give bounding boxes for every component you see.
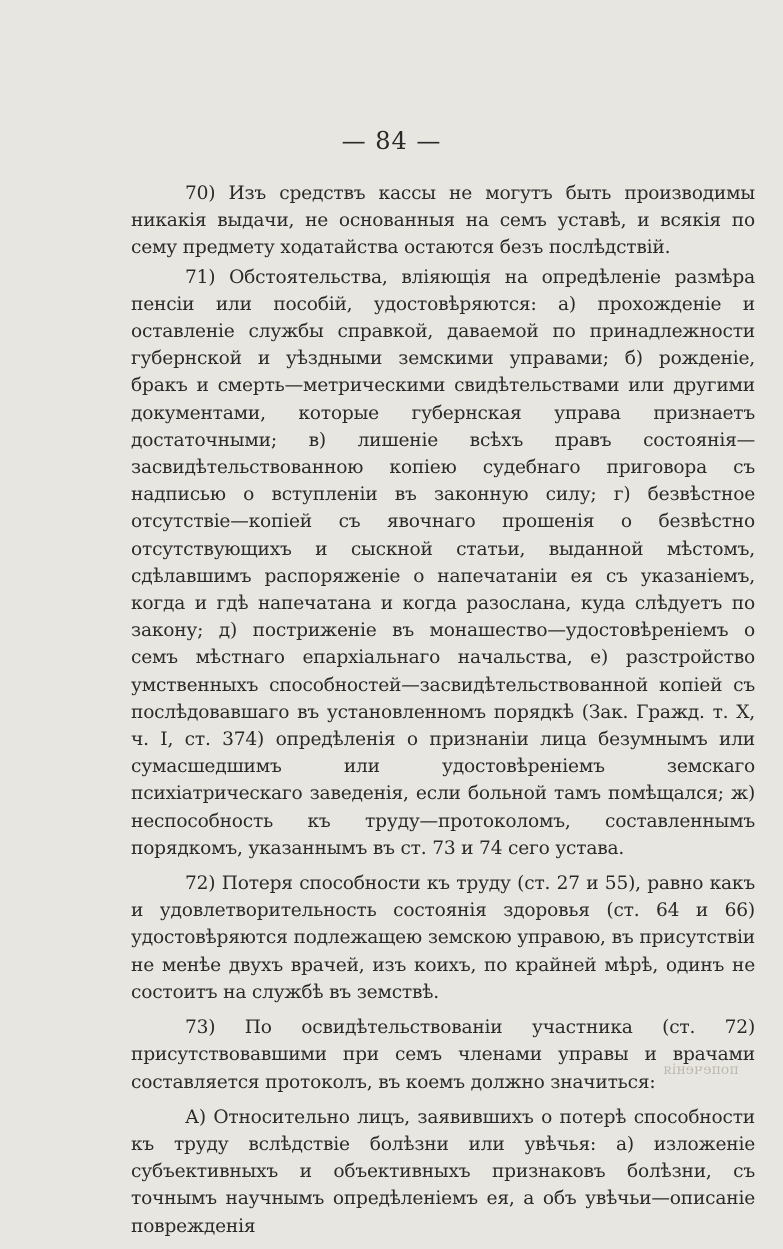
- bleed-through-text: попеченія: [663, 1062, 739, 1078]
- paragraph-73: 73) По освидѣтельствованіи участника (ст. 72) присутствовавшими при семъ членами управы и врачами составляется протоколъ, въ коемъ должно значиться:: [131, 1017, 755, 1093]
- paragraph-70: 70) Изъ средствъ кассы не могутъ быть производимы никакія выдачи, не основанныя на семъ уставѣ, и всякія по сему предмету ходатайства остаются безъ послѣдствій.: [131, 183, 755, 259]
- page-number: — 84 —: [341, 127, 442, 155]
- paragraph-73-a: А) Относительно лицъ, заявившихъ о потерѣ способности къ труду вслѣдствіе болѣзни или увѣчья: а) изложеніе субъективныхъ и объективныхъ признаковъ болѣзни, съ точнымъ научнымъ опредѣленіемъ ея, а объ увѣчьи—описаніе поврежденія: [131, 1106, 755, 1237]
- paragraph-72: 72) Потеря способности къ труду (ст. 27 и 55), равно какъ и удовлетворительность состоянія здоровья (ст. 64 и 66) удостовѣряются подлежащею земскою управою, въ присутствіи не менѣе двухъ врачей, изъ коихъ, по крайней мѣрѣ, одинъ не состоитъ на службѣ въ земствѣ.: [131, 873, 755, 1003]
- paragraph-71: 71) Обстоятельства, вліяющія на опредѣленіе размѣра пенсіи или пособій, удостовѣряются: а) прохожденіе и оставленіе службы справкой, даваемой по принадлежности губернской и уѣздными земскими управами; б) рожденіе, бракъ и смерть—метрическими свидѣтельствами или другими документами, которые губернская управа признаетъ достаточными; в) лишеніе всѣхъ правъ состоянія—засвидѣтельствованною копіею судебнаго приговора съ надписью о вступленіи въ законную силу; г) безвѣстное отсутствіе—копіей съ явочнаго прошенія о безвѣстно отсутствующихъ и сыскной статьи, выданной мѣстомъ, сдѣлавшимъ распоряженіе о напечатаніи ея съ указаніемъ, когда и гдѣ напечатана и когда разослана, куда слѣдуетъ по закону; д) постриженіе въ монашество—удостовѣреніемъ о семъ мѣстнаго епархіальнаго начальства, е) разстройство умственныхъ способностей—засвидѣтельствованной копіей съ послѣдовавшаго въ установленномъ порядкѣ (Зак. Гражд. т. X, ч. I, ст. 374) опредѣленія о признаніи лица безумнымъ или сумасшедшимъ или удостовѣреніемъ земскаго психіатрическаго заведенія, если больной тамъ помѣщался; ж) неспособность къ труду—протоколомъ, составленнымъ порядкомъ, указаннымъ въ ст. 73 и 74 сего устава.: [131, 266, 755, 859]
- page-body: [131, 180, 755, 1240]
